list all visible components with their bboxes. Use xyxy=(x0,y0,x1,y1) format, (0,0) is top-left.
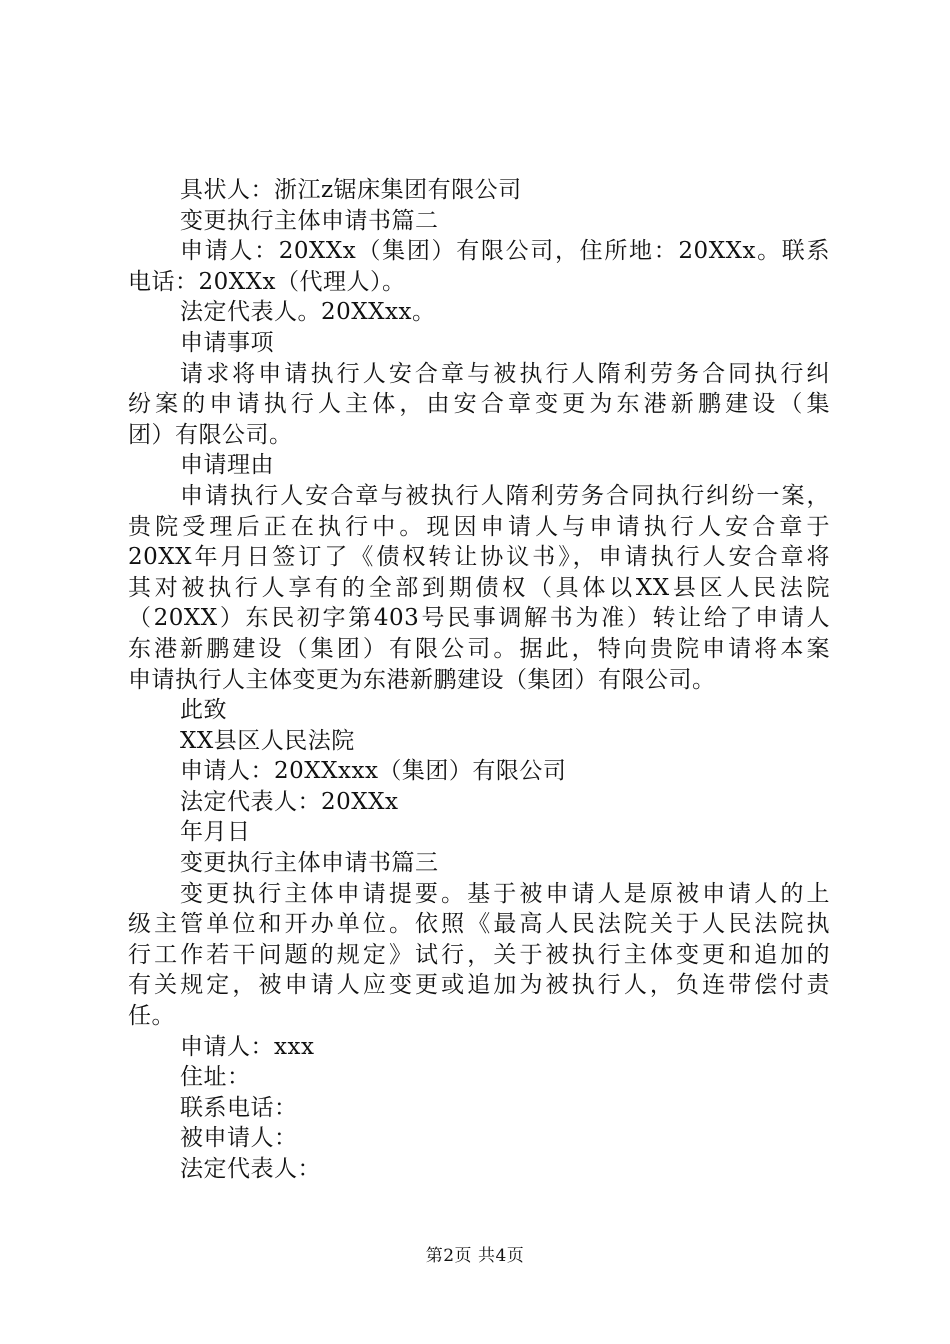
text-line: 此致 xyxy=(180,697,227,724)
text-line: 被申请人： xyxy=(180,1125,298,1152)
text-line: 申请执行人安合章与被执行人隋利劳务合同执行纠纷一案， xyxy=(180,482,830,509)
text-line: 年月日 xyxy=(180,819,251,846)
text-line: 申请人：20XXx（集团）有限公司，住所地：20XXx。联系 xyxy=(180,238,830,265)
text-line: 具状人：浙江z锯床集团有限公司 xyxy=(180,177,522,203)
text-line: 有关规定，被申请人应变更或追加为被执行人，负连带偿付责 xyxy=(128,972,830,999)
text-line: 申请人：20XXxxx（集团）有限公司 xyxy=(180,758,567,785)
text-line: 申请理由 xyxy=(180,452,274,479)
text-line: 变更执行主体申请书篇二 xyxy=(180,207,439,234)
text-line: 联系电话： xyxy=(180,1094,298,1121)
text-line: 申请事项 xyxy=(180,329,274,356)
text-line: 申请人：xxx xyxy=(180,1033,315,1060)
text-line: 20XX年月日签订了《债权转让协议书》，申请执行人安合章将 xyxy=(128,544,830,571)
text-line: 电话：20XXx（代理人）。 xyxy=(128,268,406,295)
text-line: 贵院受理后正在执行中。现因申请人与申请执行人安合章于 xyxy=(128,513,830,540)
text-line: 变更执行主体申请提要。基于被申请人是原被申请人的上 xyxy=(180,880,830,907)
document-body xyxy=(128,175,830,1185)
text-line: 申请执行人主体变更为东港新鹏建设（集团）有限公司。 xyxy=(128,666,716,693)
text-line: 变更执行主体申请书篇三 xyxy=(180,850,439,877)
page-footer: 第2页 共4页 xyxy=(425,1246,525,1266)
text-line: 纷案的申请执行人主体，由安合章变更为东港新鹏建设（集 xyxy=(128,391,830,418)
text-line: 任。 xyxy=(128,1003,175,1030)
text-line: 住址： xyxy=(180,1064,251,1091)
text-line: 法定代表人。20XXxx。 xyxy=(180,299,436,326)
text-line: 团）有限公司。 xyxy=(128,421,293,448)
text-line: 法定代表人：20XXx xyxy=(180,788,399,815)
text-line: 其对被执行人享有的全部到期债权（具体以XX县区人民法院 xyxy=(128,574,830,601)
text-line: （20XX）东民初字第403号民事调解书为准）转让给了申请人 xyxy=(128,605,830,632)
text-line: 行工作若干问题的规定》试行，关于被执行主体变更和追加的 xyxy=(128,941,830,968)
text-line: XX县区人民法院 xyxy=(180,727,355,754)
text-line: 东港新鹏建设（集团）有限公司。据此，特向贵院申请将本案 xyxy=(128,635,830,662)
text-line: 级主管单位和开办单位。依照《最高人民法院关于人民法院执 xyxy=(128,911,830,938)
text-line: 请求将申请执行人安合章与被执行人隋利劳务合同执行纠 xyxy=(180,360,830,387)
text-line: 法定代表人： xyxy=(180,1156,321,1182)
